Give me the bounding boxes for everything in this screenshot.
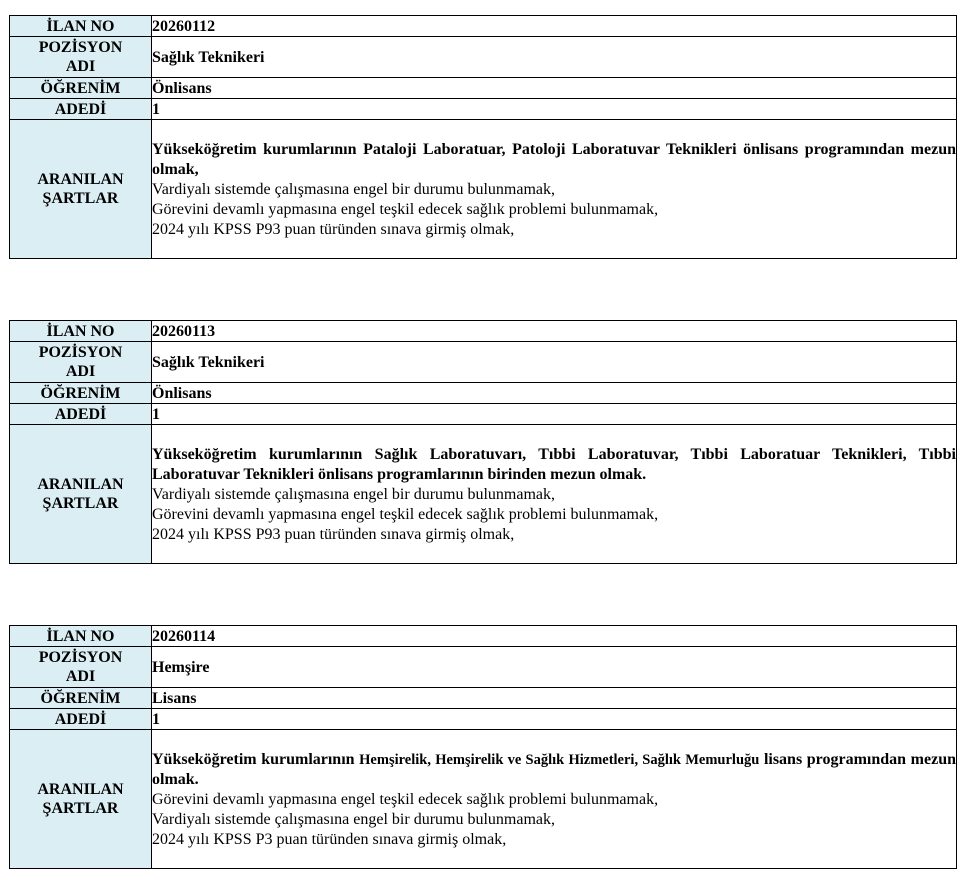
- sartlar-label: [10, 120, 152, 259]
- requirement-line: Vardiyalı sistemde çalışmasına engel bir durumu bulunmamak,: [152, 486, 556, 503]
- ogrenim-value: Lisans: [152, 688, 957, 709]
- sartlar-label-line2: ŞARTLAR: [42, 190, 119, 207]
- pozisyon-label: [10, 647, 152, 688]
- sartlar-label-line1: ARANILAN: [37, 476, 124, 493]
- ilan-no-label: İLAN NO: [10, 626, 152, 647]
- requirement-line: Görevini devamlı yapmasına engel teşkil edecek sağlık problemi bulunmamak,: [152, 201, 659, 218]
- requirement-head-part: Yükseköğretim kurumlarının: [152, 751, 360, 768]
- ogrenim-value: Önlisans: [152, 78, 957, 99]
- sartlar-label-line2: ŞARTLAR: [42, 495, 119, 512]
- adedi-label: ADEDİ: [10, 99, 152, 120]
- sartlar-label-line2: ŞARTLAR: [42, 800, 119, 817]
- listing-table: [9, 625, 957, 869]
- ilan-no-value: 20260112: [152, 16, 957, 37]
- adedi-value: 1: [152, 404, 957, 425]
- requirement-line: 2024 yılı KPSS P93 puan türünden sınava girmiş olmak,: [152, 221, 515, 238]
- pozisyon-label-line2: ADI: [65, 668, 96, 685]
- pozisyon-label-line1: POZİSYON: [38, 39, 123, 56]
- requirement-line: Görevini devamlı yapmasına engel teşkil edecek sağlık problemi bulunmamak,: [152, 506, 659, 523]
- pozisyon-label: [10, 37, 152, 78]
- ilan-no-value: 20260113: [152, 321, 957, 342]
- pozisyon-value: Sağlık Teknikeri: [152, 342, 957, 383]
- requirement-head-part: lisans programından mezun olmak.: [152, 751, 956, 788]
- ilan-no-label: İLAN NO: [10, 321, 152, 342]
- pozisyon-label-line2: ADI: [65, 363, 96, 380]
- ogrenim-label: ÖĞRENİM: [10, 383, 152, 404]
- requirements-cell: [152, 425, 957, 564]
- requirement-head: Yükseköğretim kurumlarının Sağlık Laboratuvarı, Tıbbi Laboratuvar, Tıbbi Laboratuar Teknikleri, Tıbbi Laboratuvar Teknikleri önlisans programlarının birinden mezun olmak.: [152, 446, 956, 483]
- pozisyon-label-line2: ADI: [65, 58, 96, 75]
- requirements-cell: [152, 730, 957, 869]
- pozisyon-value: Sağlık Teknikeri: [152, 37, 957, 78]
- requirement-head-programs: Hemşirelik, Hemşirelik ve Sağlık Hizmetleri, Sağlık Memurluğu: [359, 752, 760, 768]
- sartlar-label: [10, 425, 152, 564]
- sartlar-label-line1: ARANILAN: [37, 171, 124, 188]
- ogrenim-value: Önlisans: [152, 383, 957, 404]
- ilan-no-label: İLAN NO: [10, 16, 152, 37]
- ilan-no-value: 20260114: [152, 626, 957, 647]
- listing-table: [9, 320, 957, 564]
- requirement-head: Yükseköğretim kurumlarının Pataloji Laboratuar, Patoloji Laboratuvar Teknikleri önlisans programından mezun olmak,: [152, 141, 956, 178]
- pozisyon-label: [10, 342, 152, 383]
- adedi-label: ADEDİ: [10, 404, 152, 425]
- requirement-line: Görevini devamlı yapmasına engel teşkil edecek sağlık problemi bulunmamak,: [152, 791, 659, 808]
- requirements-cell: [152, 120, 957, 259]
- requirement-line: Vardiyalı sistemde çalışmasına engel bir durumu bulunmamak,: [152, 181, 556, 198]
- pozisyon-label-line1: POZİSYON: [38, 344, 123, 361]
- requirement-head: [152, 750, 956, 790]
- requirement-line: 2024 yılı KPSS P3 puan türünden sınava girmiş olmak,: [152, 831, 507, 848]
- listing-table: [9, 15, 957, 259]
- pozisyon-value: Hemşire: [152, 647, 957, 688]
- requirement-line: 2024 yılı KPSS P93 puan türünden sınava girmiş olmak,: [152, 526, 515, 543]
- adedi-value: 1: [152, 99, 957, 120]
- ogrenim-label: ÖĞRENİM: [10, 688, 152, 709]
- sartlar-label-line1: ARANILAN: [37, 781, 124, 798]
- pozisyon-label-line1: POZİSYON: [38, 649, 123, 666]
- requirement-line: Vardiyalı sistemde çalışmasına engel bir durumu bulunmamak,: [152, 811, 556, 828]
- sartlar-label: [10, 730, 152, 869]
- adedi-label: ADEDİ: [10, 709, 152, 730]
- adedi-value: 1: [152, 709, 957, 730]
- ogrenim-label: ÖĞRENİM: [10, 78, 152, 99]
